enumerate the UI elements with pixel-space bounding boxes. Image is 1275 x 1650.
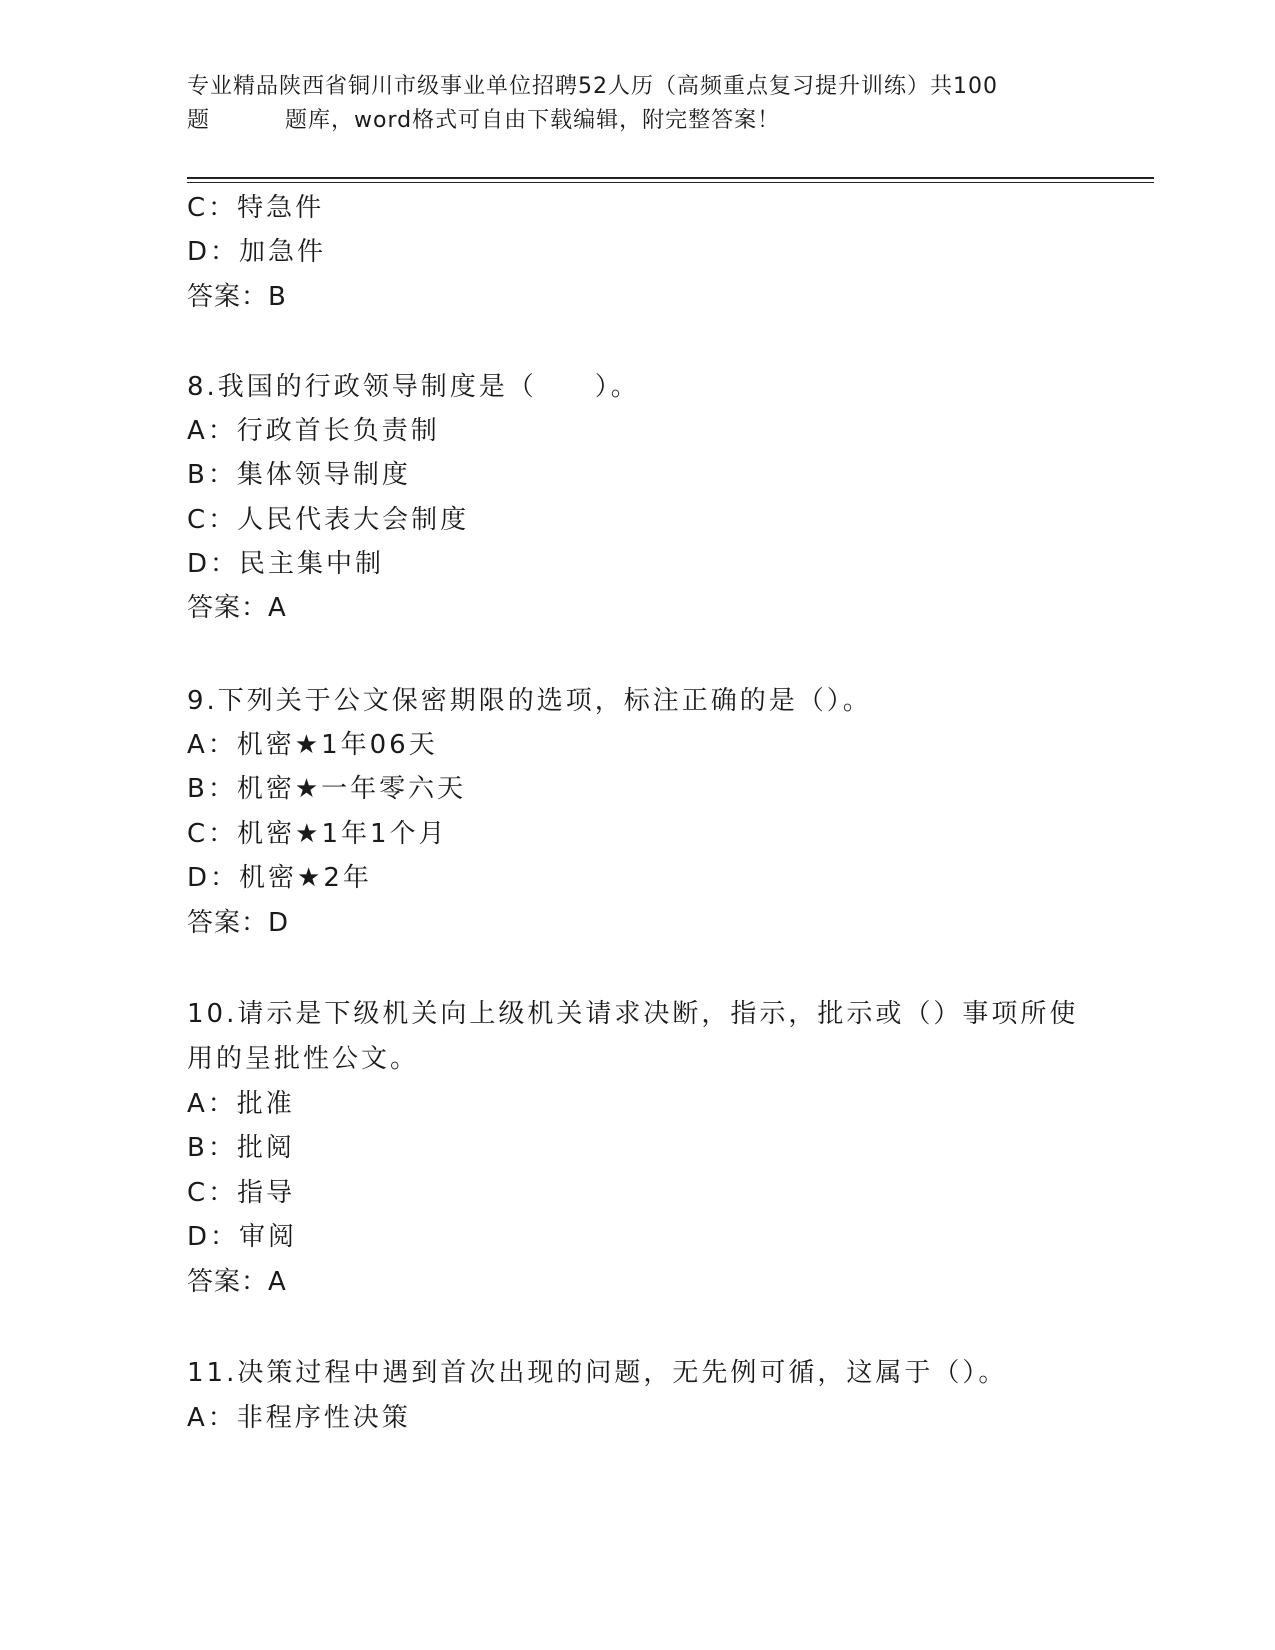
q10-option-d: D：审阅 <box>187 1222 298 1252</box>
q7-answer: 答案：B <box>187 282 287 312</box>
q8-option-b: B：集体领导制度 <box>187 460 411 490</box>
q9-question: 9.下列关于公文保密期限的选项，标注正确的是（）。 <box>187 686 872 716</box>
header-title-line2-start: 题 <box>187 108 211 133</box>
q11-option-a: A：非程序性决策 <box>187 1403 411 1433</box>
q10-option-a: A：批准 <box>187 1089 295 1119</box>
q9-option-a: A：机密★1年06天 <box>187 730 438 760</box>
header-title-line2-end: 题库，word格式可自由下载编辑，附完整答案！ <box>285 108 781 133</box>
q10-option-c: C：指导 <box>187 1178 296 1208</box>
q11-question: 11.决策过程中遇到首次出现的问题，无先例可循，这属于（）。 <box>187 1358 1008 1388</box>
q10-option-b: B：批阅 <box>187 1133 295 1163</box>
q9-option-c: C：机密★1年1个月 <box>187 819 448 849</box>
q10-question-line1: 10.请示是下级机关向上级机关请求决断，指示，批示或（）事项所使 <box>187 999 1079 1029</box>
header-title-line2 <box>187 104 1087 138</box>
q10-answer: 答案：A <box>187 1267 287 1297</box>
q9-option-b: B：机密★一年零六天 <box>187 774 467 804</box>
q8-question: 8.我国的行政领导制度是（ ）。 <box>187 372 640 402</box>
page-header <box>187 70 1087 138</box>
header-divider-thick <box>187 177 1154 179</box>
q8-option-c: C：人民代表大会制度 <box>187 505 470 535</box>
q7-option-c: C：特急件 <box>187 193 325 223</box>
q8-answer: 答案：A <box>187 593 287 623</box>
q10-question-line2: 用的呈批性公文。 <box>187 1044 420 1074</box>
q8-option-d: D：民主集中制 <box>187 549 385 579</box>
q7-option-d: D：加急件 <box>187 237 327 267</box>
header-divider-thin <box>187 182 1154 183</box>
q9-answer: 答案：D <box>187 908 290 938</box>
q9-option-d: D：机密★2年 <box>187 863 372 893</box>
header-title-line1: 专业精品陕西省铜川市级事业单位招聘52人历（高频重点复习提升训练）共100 <box>187 74 998 99</box>
q8-option-a: A：行政首长负责制 <box>187 416 440 446</box>
